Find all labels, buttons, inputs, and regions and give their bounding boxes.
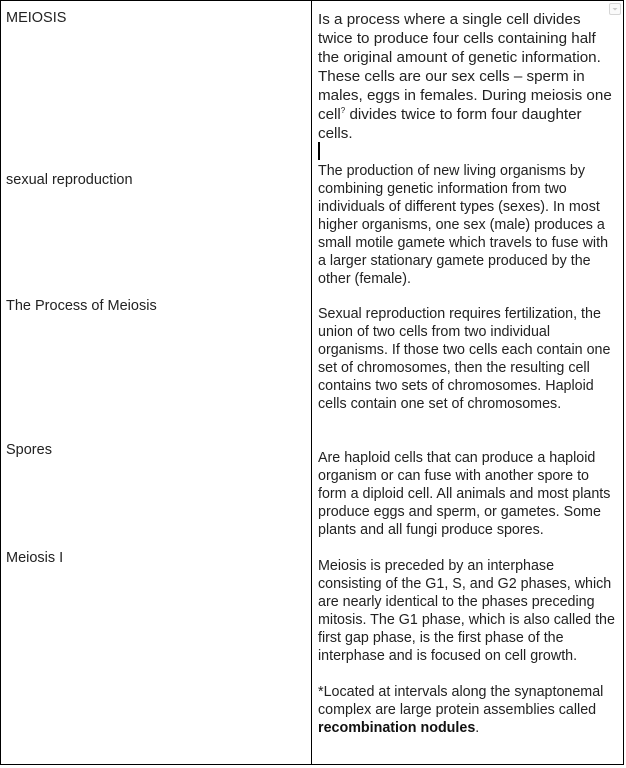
term-spores: Spores	[6, 442, 52, 458]
note-end: .	[475, 720, 480, 736]
definition-process-of-meiosis	[318, 305, 616, 413]
definition-meiosis	[318, 10, 618, 143]
definition-text: Are haploid cells that can produce a haploid organism or can fuse with another spore to form a diploid cell. All animals and most plants produce eggs and sperm, or gametes. Some plants and all fungi produce spores.	[318, 450, 611, 538]
column-divider	[311, 1, 312, 764]
superscript-mark: ?	[340, 105, 346, 115]
definition-text-end: divides twice to form four daughter cells.	[318, 106, 582, 142]
note-text: *Located at intervals along the synaptonemal complex are large protein assemblies called	[318, 684, 604, 718]
definition-text: The production of new living organisms by combining genetic information from two individuals of different types (sexes). In most higher organisms, one sex (male) produces a small motile gamete which travels to fuse with a larger stationary gamete produced by the other (female).	[318, 163, 609, 287]
term-meiosis-i: Meiosis I	[6, 550, 64, 566]
definition-note	[318, 683, 616, 737]
definition-text: Meiosis is preceded by an interphase consisting of the G1, S, and G2 phases, which are nearly identical to the phases preceding mitosis. The G1 phase, which is also called the first gap phase, is the first phase of the interphase and is focused on cell growth.	[318, 558, 615, 664]
definition-text: Is a process where a single cell divides twice to produce four cells containing half the original amount of genetic information. These cells are our sex cells – sperm in males, eggs in females. During meiosis one cell	[318, 11, 612, 123]
term-sexual-reproduction: sexual reproduction	[6, 172, 133, 188]
definition-sexual-reproduction	[318, 162, 616, 288]
definition-text: Sexual reproduction requires fertilization, the union of two cells from two individual organisms. If those two cells each contain one set of chromosomes, then the resulting cell contains two sets of chromosomes. Haploid cells contain one set of chromosomes.	[318, 306, 611, 412]
note-bold-term: recombination nodules	[318, 720, 476, 736]
term-meiosis: MEIOSIS	[6, 10, 67, 26]
definition-spores	[318, 449, 616, 539]
text-cursor	[318, 142, 320, 160]
definition-meiosis-i	[318, 557, 616, 737]
term-process-of-meiosis: The Process of Meiosis	[6, 298, 157, 314]
